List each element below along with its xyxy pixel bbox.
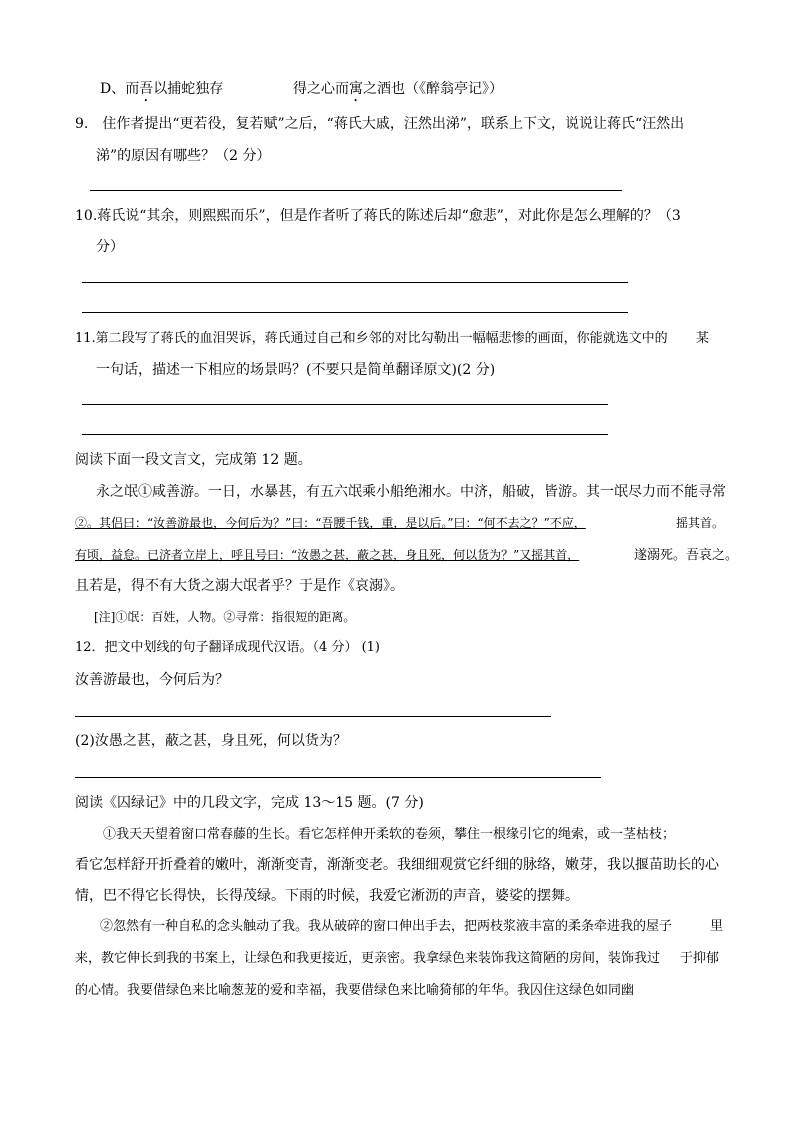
passage13-p1-line1: ①我天天望着窗口常春藤的生长。看它怎样伸开柔软的卷须，攀住一根缘引它的绳索，或一茎枯枝；: [103, 827, 676, 842]
q12-stem: 12．把文中划线的句子翻译成现代汉语。（4 分） (1): [75, 640, 380, 655]
passage12-p4: 且若是，得不有大货之溺大氓者乎？于是作《哀溺》。: [75, 578, 404, 594]
passage13-intro: 阅读《囚绿记》中的几段文字，完成 13～15 题。(7 分): [75, 795, 424, 811]
q11-answer-line-2[interactable]: [82, 434, 608, 435]
option-d-right-pre: 得之心而: [293, 81, 349, 97]
q10-line2: 分）: [96, 239, 124, 255]
q9-answer-line[interactable]: [90, 190, 622, 191]
q11-line1: 11.第二段写了蒋氏的血泪哭诉，蒋氏通过自己和乡邻的对比勾勒出一幅幅悲惨的画面，你能就选文中的: [75, 331, 668, 346]
passage12-p2-text: ②。其侣曰：“汝善游最也，今何后为？”曰：“吾腰千钱，重，是以后。”曰：“何不去之？”不应，: [75, 516, 586, 530]
passage12-note: [注]①氓：百姓，人物。②寻常：指很短的距离。: [94, 610, 356, 624]
option-d-left-post: 以捕蛇独存: [153, 81, 224, 97]
passage13-p2-line1-tail: 里: [710, 919, 724, 934]
q10-answer-line-1[interactable]: [82, 282, 628, 283]
q8-option-d-right: [293, 81, 503, 105]
q11-answer-line-1[interactable]: [82, 404, 608, 405]
passage12-p2: [75, 516, 586, 530]
q12-answer-line-1[interactable]: [75, 716, 551, 717]
q11-line2: 一句话，描述一下相应的场景吗？(不要只是简单翻译原文)(2 分): [96, 362, 496, 378]
passage13-p1-line2: 看它怎样舒开折叠着的嫩叶，渐渐变青，渐渐变老。我细细观赏它纤细的脉络，嫩芽，我以揠苗助长的心: [75, 857, 719, 873]
q12-sentence2: 汝愚之甚，蔽之甚，身且死，何以货为？: [94, 733, 347, 749]
q9-line2: 涕”的原因有哪些？（2 分）: [96, 148, 271, 164]
q9-line1: 9. 住作者提出“更若役，复若赋”之后，“蒋氏大戚，汪然出涕”，联系上下文，说说让蒋氏“汪然出: [75, 116, 685, 132]
q11-line1-tail: 某: [696, 331, 710, 346]
option-d-left-dot: 吾: [139, 81, 154, 97]
option-d-right-post: 之酒也（《醉翁亭记》）: [363, 81, 503, 97]
passage12-intro: 阅读下面一段文言文，完成第 12 题。: [75, 452, 312, 468]
passage13-p1-line3: 情，巴不得它长得快，长得茂绿。下雨的时候，我爱它淅沥的声音，婆娑的摆舞。: [75, 888, 579, 904]
passage13-p2-line1: ②忽然有一种自私的念头触动了我。我从破碎的窗口伸出手去，把两枝浆液丰富的柔条牵进我的屋子: [100, 919, 673, 934]
passage12-p3-tail: 遂溺死。吾哀之。: [634, 548, 739, 563]
option-d-label: D、: [100, 81, 126, 97]
passage12-p1: 永之氓①咸善游。一日，水暴甚，有五六氓乘小船绝湘水。中济，船破，皆游。其一氓尽力而不能寻常: [96, 484, 726, 500]
passage13-p2-line3: 的心情。我要借绿色来比喻葱茏的爱和幸福，我要借绿色来比喻猗郁的年华。我囚住这绿色如同幽: [75, 983, 635, 998]
q12-sentence2-row: [75, 733, 347, 750]
q12-answer-line-2[interactable]: [75, 777, 601, 778]
passage13-p2-line2: 来，教它伸长到我的书案上，让绿色和我更接近，更亲密。我拿绿色来装饰我这简陋的房间，装饰我过: [75, 951, 661, 966]
q12-sentence2-label: (2): [75, 733, 95, 749]
passage12-p3: [75, 548, 579, 562]
q8-option-d: [100, 81, 223, 105]
q10-line1: 10.蒋氏说“其余，则熙熙而乐”，但是作者听了蒋氏的陈述后却“愈悲”，对此你是怎么理解的？（3: [75, 208, 681, 224]
passage12-p2-tail: 摇其首。: [676, 516, 725, 530]
passage12-p3-text: 有顷，益怠。已济者立岸上，呼且号曰：“汝愚之甚，蔽之甚，身且死，何以货为？”又摇其首，: [75, 548, 580, 562]
q10-answer-line-2[interactable]: [82, 312, 628, 313]
q12-sentence1: 汝善游最也，今何后为？: [75, 672, 229, 688]
passage13-p2-line2-tail: 于抑郁: [680, 951, 720, 966]
option-d-right-dot: 寓: [349, 81, 363, 97]
option-d-left-pre: 而: [125, 81, 140, 97]
